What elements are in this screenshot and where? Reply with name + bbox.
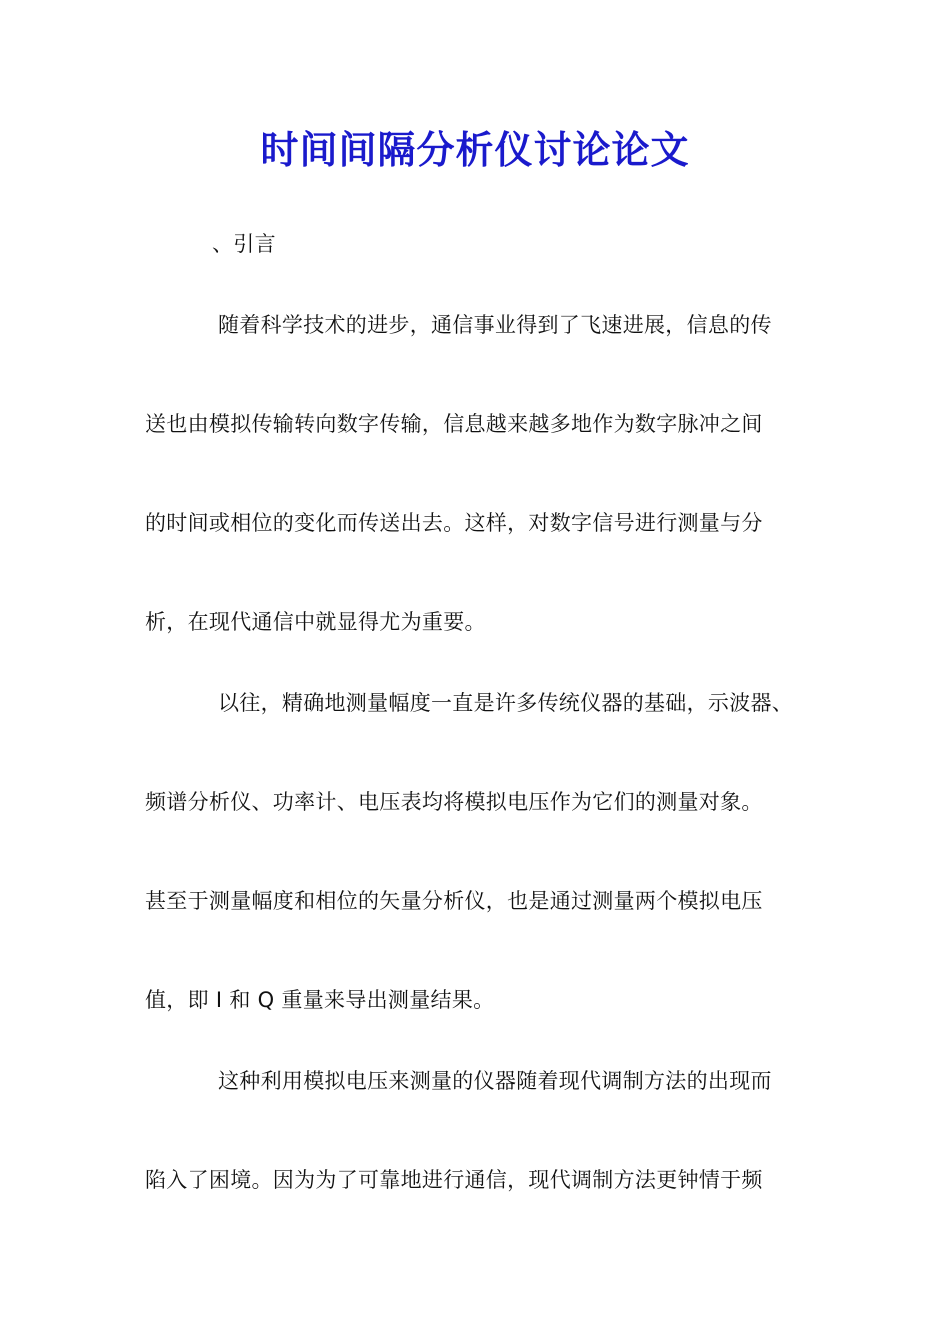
- paragraph-line: 析，在现代通信中就显得尤为重要。: [145, 610, 486, 634]
- paragraph-line: 的时间或相位的变化而传送出去。这样，对数字信号进行测量与分: [145, 511, 763, 535]
- paragraph-line: 送也由模拟传输转向数字传输，信息越来越多地作为数字脉冲之间: [145, 412, 763, 436]
- paragraph-line: 随着科学技术的进步，通信事业得到了飞速进展，信息的传: [218, 313, 772, 337]
- paragraph-line: 以往，精确地测量幅度一直是许多传统仪器的基础，示波器、: [218, 691, 794, 715]
- section-heading: 、引言: [212, 232, 276, 256]
- paragraph-line: 这种利用模拟电压来测量的仪器随着现代调制方法的出现而: [218, 1069, 772, 1093]
- paragraph-line: 频谱分析仪、功率计、电压表均将模拟电压作为它们的测量对象。: [145, 790, 763, 814]
- paragraph-line: 陷入了困境。因为为了可靠地进行通信，现代调制方法更钟情于频: [145, 1168, 763, 1192]
- paragraph-line: 值，即 I 和 Q 重量来导出测量结果。: [145, 988, 495, 1012]
- document-title: 时间间隔分析仪讨论论文: [260, 127, 690, 172]
- paragraph-line: 甚至于测量幅度和相位的矢量分析仪，也是通过测量两个模拟电压: [145, 889, 763, 913]
